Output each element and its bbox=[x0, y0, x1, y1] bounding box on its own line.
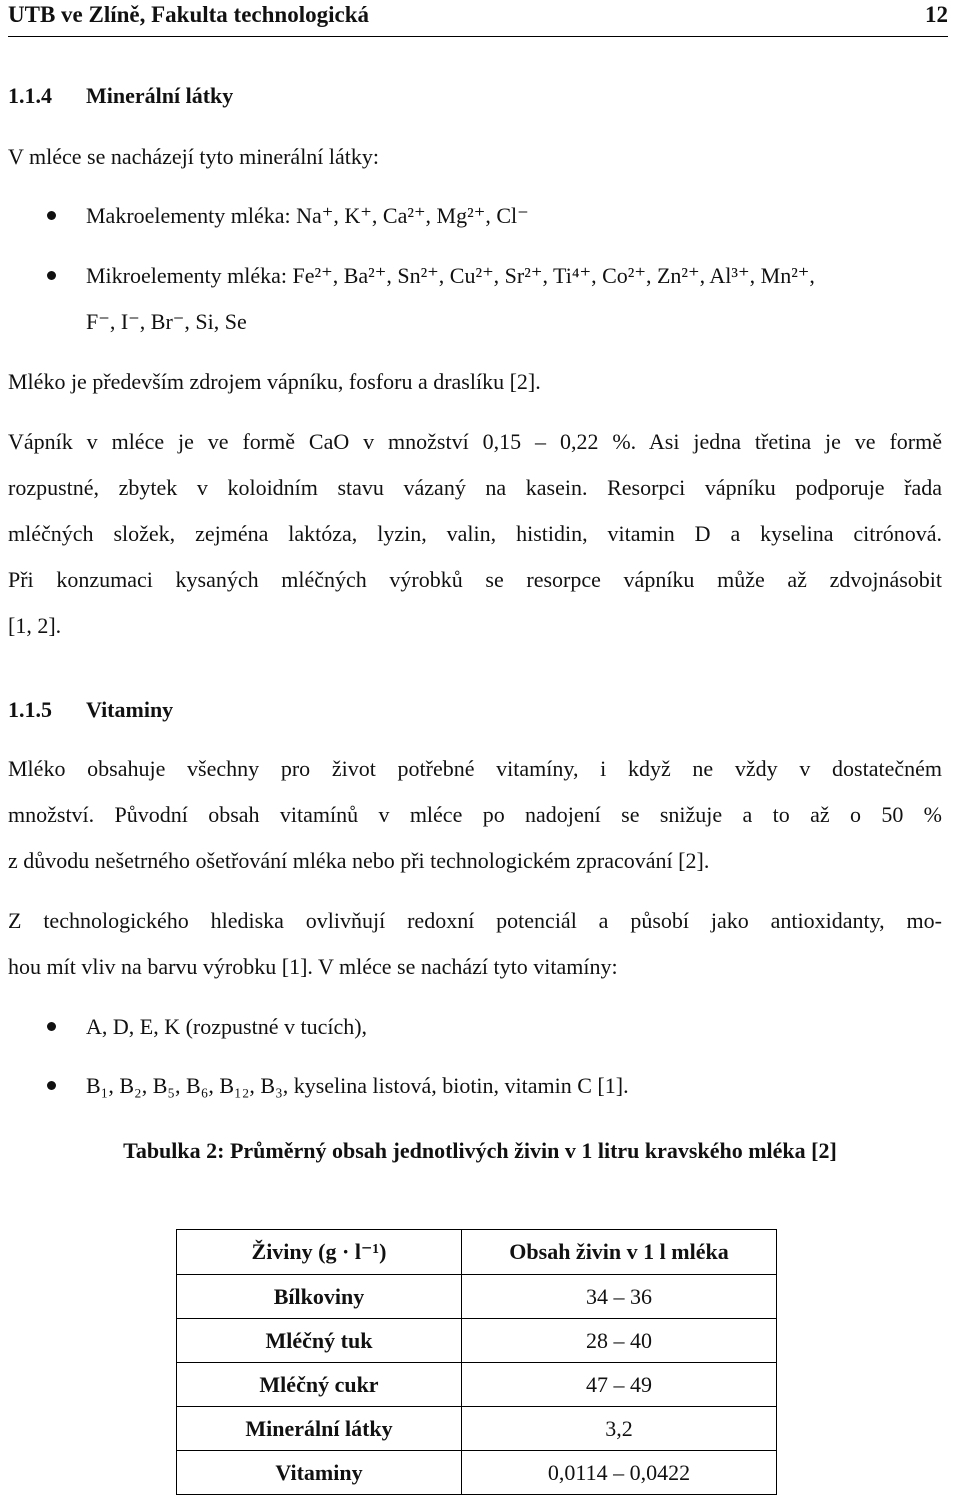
list-item-microelements: Mikroelementy mléka: Fe²⁺, Ba²⁺, Sn²⁺, Cu²⁺, Sr²⁺, Ti⁴⁺, Co²⁺, Zn²⁺, Al³⁺, Mn²⁺, bbox=[86, 263, 815, 288]
column-header: Živiny (g · l⁻¹) bbox=[177, 1230, 462, 1275]
nutrient-name: Vitaminy bbox=[177, 1451, 462, 1495]
nutrient-value: 34 – 36 bbox=[462, 1275, 777, 1319]
nutrient-name: Minerální látky bbox=[177, 1407, 462, 1451]
paragraph-line: z důvodu nešetrného ošetřování mléka nebo při technologickém zpracování [2]. bbox=[8, 848, 710, 873]
paragraph-line: množství. Původní obsah vitamínů v mléce po nadojení se snižuje a to až o 50 % bbox=[8, 802, 942, 827]
nutrient-name: Mléčný cukr bbox=[177, 1363, 462, 1407]
paragraph-line: rozpustné, zbytek v koloidním stavu vázaný na kasein. Resorpci vápníku podporuje řada bbox=[8, 475, 942, 500]
minerals-intro: V mléce se nacházejí tyto minerální látky: bbox=[8, 144, 380, 169]
list-item-b-vitamins: B₁, B₂, B₅, B₆, B₁₂, B₃, kyselina listová, biotin, vitamin C [1]. bbox=[86, 1073, 629, 1098]
nutrient-value: 3,2 bbox=[462, 1407, 777, 1451]
table-caption: Tabulka 2: Průměrný obsah jednotlivých živin v 1 litru kravského mléka [2] bbox=[123, 1138, 837, 1163]
section-title: Vitaminy bbox=[86, 697, 174, 722]
list-item-microelements-cont: F⁻, I⁻, Br⁻, Si, Se bbox=[86, 309, 247, 334]
paragraph-line: Při konzumaci kysaných mléčných výrobků se resorpce vápníku může až zdvojnásobit bbox=[8, 567, 942, 592]
nutrient-value: 47 – 49 bbox=[462, 1363, 777, 1407]
section-heading-vitamins bbox=[8, 696, 173, 724]
nutrient-value: 28 – 40 bbox=[462, 1319, 777, 1363]
table-header-row bbox=[177, 1230, 777, 1275]
table-row bbox=[177, 1275, 777, 1319]
nutrient-name: Bílkoviny bbox=[177, 1275, 462, 1319]
nutrient-table bbox=[176, 1229, 777, 1495]
section-number: 1.1.5 bbox=[8, 697, 52, 722]
section-heading-minerals bbox=[8, 82, 233, 110]
section-number: 1.1.4 bbox=[8, 83, 52, 108]
bullet-icon bbox=[47, 1081, 56, 1090]
bullet-icon bbox=[47, 1022, 56, 1031]
table-row bbox=[177, 1451, 777, 1495]
paragraph-line: Mléko obsahuje všechny pro život potřebné vitamíny, i když ne vždy v dostatečném bbox=[8, 756, 942, 781]
paragraph: Mléko je především zdrojem vápníku, fosforu a draslíku [2]. bbox=[8, 369, 541, 394]
paragraph-line: Vápník v mléce je ve formě CaO v množství 0,15 – 0,22 %. Asi jedna třetina je ve formě bbox=[8, 429, 942, 454]
running-header bbox=[8, 0, 948, 37]
nutrient-name: Mléčný tuk bbox=[177, 1319, 462, 1363]
list-item-fat-soluble: A, D, E, K (rozpustné v tucích), bbox=[86, 1014, 368, 1039]
table-row bbox=[177, 1407, 777, 1451]
paragraph-line: [1, 2]. bbox=[8, 613, 62, 638]
table-row bbox=[177, 1319, 777, 1363]
bullet-icon bbox=[47, 271, 56, 280]
list-item-macroelements: Makroelementy mléka: Na⁺, K⁺, Ca²⁺, Mg²⁺, Cl⁻ bbox=[86, 203, 529, 228]
paragraph-line: hou mít vliv na barvu výrobku [1]. V mléce se nachází tyto vitamíny: bbox=[8, 954, 618, 979]
section-title: Minerální látky bbox=[86, 83, 234, 108]
header-title: UTB ve Zlíně, Fakulta technologická bbox=[8, 2, 369, 27]
bullet-icon bbox=[47, 211, 56, 220]
paragraph-line: Z technologického hlediska ovlivňují redoxní potenciál a působí jako antioxidanty, mo- bbox=[8, 908, 942, 933]
table-row bbox=[177, 1363, 777, 1407]
paragraph-line: mléčných složek, zejména laktóza, lyzin, valin, histidin, vitamin D a kyselina citrónová. bbox=[8, 521, 942, 546]
page-number: 12 bbox=[925, 2, 948, 27]
column-header: Obsah živin v 1 l mléka bbox=[462, 1230, 777, 1275]
nutrient-value: 0,0114 – 0,0422 bbox=[462, 1451, 777, 1495]
